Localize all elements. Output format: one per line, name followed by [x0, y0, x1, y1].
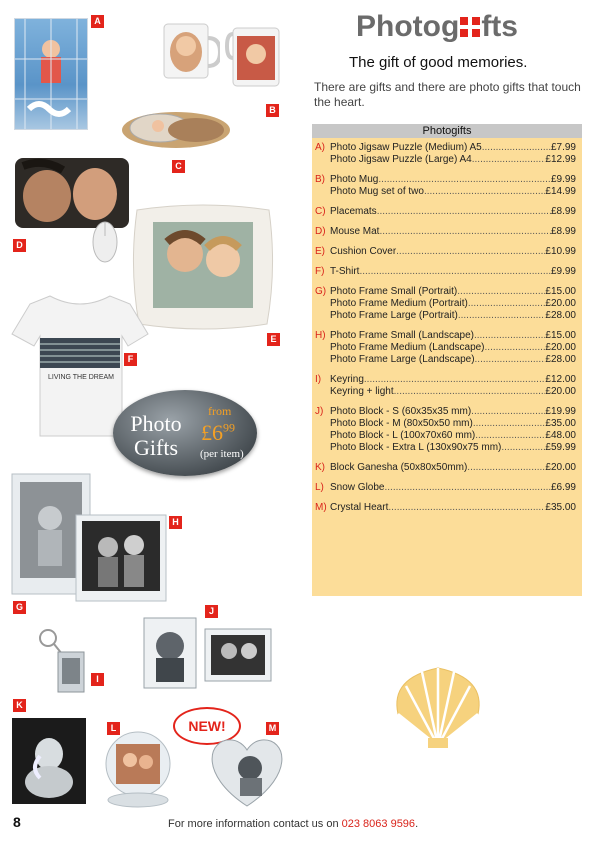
price-row-name: Placemats: [330, 206, 377, 217]
photo-block-wide: [203, 627, 273, 683]
cushion-cover-photo: [131, 202, 275, 332]
badge-title: [121, 412, 191, 460]
price-row-name: Photo Block - L (100x70x60 mm): [330, 430, 476, 441]
price-row-price: £35.00: [545, 502, 576, 513]
price-group: [312, 482, 582, 494]
price-row-name: Snow Globe: [330, 482, 385, 493]
mouse-photo: [90, 216, 120, 264]
price-row-price: £14.99: [545, 186, 576, 197]
price-row-name: Crystal Heart: [330, 502, 389, 513]
price-row-price: £28.00: [545, 354, 576, 365]
price-row-price: £8.99: [550, 206, 576, 217]
label-m: M: [266, 722, 279, 735]
photo-mug-second: [225, 26, 283, 88]
badge-price-pence: 99: [223, 420, 235, 435]
label-g: G: [13, 601, 26, 614]
price-row-leader: [485, 342, 546, 354]
label-i: I: [91, 673, 104, 686]
price-row-leader: [472, 154, 546, 166]
price-row-name: Keyring: [330, 374, 364, 385]
price-row-price: £12.00: [545, 374, 576, 385]
label-e: E: [267, 333, 280, 346]
price-row-name: Photo Block - Extra L (130x90x75 mm): [330, 442, 502, 453]
t-shirt-slogan: LIVING THE DREAM: [48, 374, 114, 381]
price-row-letter: L): [315, 482, 324, 493]
price-row: [312, 142, 582, 154]
price-row-letter: G): [315, 286, 327, 297]
price-row: [312, 374, 582, 386]
price-row-letter: F): [315, 266, 325, 277]
price-row-price: £9.99: [550, 174, 576, 185]
label-j: J: [205, 605, 218, 618]
price-row-leader: [474, 330, 545, 342]
price-row-leader: [379, 226, 551, 238]
price-group: [312, 226, 582, 238]
price-row-name: Photo Frame Medium (Landscape): [330, 342, 485, 353]
placemats-photo: [120, 108, 232, 150]
price-group: [312, 406, 582, 454]
price-row-name: Photo Block - S (60x35x35 mm): [330, 406, 472, 417]
shell-icon: [388, 664, 488, 750]
price-row-name: Cushion Cover: [330, 246, 397, 257]
price-row-name: Photo Mug: [330, 174, 379, 185]
label-l: L: [107, 722, 120, 735]
price-row-leader: [467, 462, 545, 474]
price-row-name: Photo Jigsaw Puzzle (Large) A4: [330, 154, 472, 165]
price-group: [312, 206, 582, 218]
price-row-name: Photo Frame Small (Portrait): [330, 286, 458, 297]
price-row-letter: D): [315, 226, 326, 237]
label-k: K: [13, 699, 26, 712]
price-row-price: £19.99: [545, 406, 576, 417]
price-row-leader: [378, 174, 551, 186]
price-row-letter: C): [315, 206, 326, 217]
price-row-price: £15.00: [545, 330, 576, 341]
price-group: [312, 286, 582, 322]
label-h: H: [169, 516, 182, 529]
price-row-price: £20.00: [545, 298, 576, 309]
price-group: [312, 502, 582, 514]
snow-globe-photo: [100, 730, 176, 808]
price-row-leader: [475, 430, 545, 442]
price-row-letter: B): [315, 174, 325, 185]
photo-frame-landscape: [74, 513, 168, 603]
price-row-leader: [388, 502, 545, 514]
price-row-price: £8.99: [550, 226, 576, 237]
brand-text-end: fts: [481, 10, 518, 43]
price-row-name: Photo Frame Medium (Portrait): [330, 298, 468, 309]
price-row-leader: [396, 246, 545, 258]
price-table-heading: Photogifts: [312, 124, 582, 138]
price-row-price: £6.99: [550, 482, 576, 493]
price-row-leader: [458, 310, 546, 322]
price-row-leader: [364, 374, 546, 386]
label-d: D: [13, 239, 26, 252]
crystal-heart-photo: [204, 734, 290, 810]
price-group: [312, 246, 582, 258]
price-row: [312, 502, 582, 514]
price-row: [312, 418, 582, 430]
price-row: [312, 342, 582, 354]
price-row-price: £35.00: [545, 418, 576, 429]
price-groups: [312, 142, 582, 514]
price-row-name: Photo Jigsaw Puzzle (Medium) A5: [330, 142, 482, 153]
price-row: [312, 442, 582, 454]
badge-title-line1: Photo: [130, 411, 182, 436]
price-row-price: £15.00: [545, 286, 576, 297]
price-row-leader: [468, 298, 546, 310]
price-row-price: £20.00: [545, 462, 576, 473]
price-row-price: £9.99: [550, 266, 576, 277]
price-row: [312, 206, 582, 218]
price-row-price: £59.99: [545, 442, 576, 453]
price-row-leader: [501, 442, 545, 454]
badge-price: [201, 420, 235, 446]
price-row-price: £20.00: [545, 342, 576, 353]
label-f: F: [124, 353, 137, 366]
intro-text: There are gifts and there are photo gifts that touch the heart.: [314, 80, 581, 109]
price-row: [312, 154, 582, 166]
price-row-price: £7.99: [550, 142, 576, 153]
price-row-name: Photo Block - M (80x50x50 mm): [330, 418, 473, 429]
badge-from: from: [208, 404, 232, 418]
price-row-name: T-Shirt: [330, 266, 360, 277]
photo-mug: [160, 22, 220, 80]
label-c: C: [172, 160, 185, 173]
price-row-price: £20.00: [545, 386, 576, 397]
block-ganesha-photo: [10, 716, 88, 806]
footer-phone: 023 8063 9596: [341, 818, 416, 830]
price-row-name: Photo Frame Large (Landscape): [330, 354, 475, 365]
price-group: [312, 330, 582, 366]
price-row: [312, 330, 582, 342]
new-badge: NEW!: [173, 707, 241, 745]
price-row-letter: I): [315, 374, 322, 385]
price-row-letter: M): [315, 502, 327, 513]
gift-icon: [460, 17, 480, 37]
price-row: [312, 406, 582, 418]
photo-gifts-price-badge: [113, 390, 257, 476]
price-row: [312, 266, 582, 278]
price-row: [312, 430, 582, 442]
price-group: [312, 374, 582, 398]
price-row-leader: [394, 386, 546, 398]
price-row-name: Block Ganesha (50x80x50mm): [330, 462, 468, 473]
price-row-name: Photo Mug set of two: [330, 186, 424, 197]
price-group: [312, 266, 582, 278]
price-group: [312, 142, 582, 166]
price-row-leader: [473, 418, 546, 430]
price-row-leader: [482, 142, 551, 154]
price-row: [312, 226, 582, 238]
price-row: [312, 310, 582, 322]
price-row-letter: K): [315, 462, 325, 473]
jigsaw-puzzle-photo: [14, 18, 88, 130]
price-row-leader: [384, 482, 550, 494]
price-row: [312, 186, 582, 198]
price-row-leader: [359, 266, 551, 278]
page-number: 8: [13, 814, 21, 830]
footer-contact: [168, 818, 418, 830]
price-row-leader: [471, 406, 545, 418]
label-b: B: [266, 104, 279, 117]
price-row-price: £28.00: [545, 310, 576, 321]
price-table: [312, 124, 582, 596]
footer-text: For more information contact us on: [168, 818, 342, 830]
keyring-photo: [34, 626, 90, 696]
price-group: [312, 462, 582, 474]
label-a: A: [91, 15, 104, 28]
price-row: [312, 386, 582, 398]
price-row: [312, 482, 582, 494]
price-row-leader: [377, 206, 551, 218]
brand-text-start: Photog: [356, 10, 460, 43]
footer-end: .: [415, 818, 419, 830]
subtitle: The gift of good memories.: [349, 54, 528, 71]
badge-price-pounds: £6: [201, 420, 223, 445]
price-row-leader: [424, 186, 545, 198]
price-row-name: Keyring + light: [330, 386, 394, 397]
price-row-letter: H): [315, 330, 326, 341]
price-row-name: Mouse Mat: [330, 226, 380, 237]
price-row: [312, 246, 582, 258]
price-row: [312, 354, 582, 366]
price-row-price: £10.99: [545, 246, 576, 257]
badge-per-item: (per item): [200, 448, 244, 460]
price-row-letter: E): [315, 246, 325, 257]
price-row: [312, 298, 582, 310]
price-row-name: Photo Frame Small (Landscape): [330, 330, 474, 341]
badge-title-line2: Gifts: [134, 435, 178, 460]
price-row: [312, 174, 582, 186]
brand-logo: [356, 10, 518, 44]
price-row-price: £12.99: [545, 154, 576, 165]
price-row-letter: A): [315, 142, 325, 153]
price-row-leader: [475, 354, 546, 366]
price-row-leader: [457, 286, 545, 298]
price-row: [312, 462, 582, 474]
price-row-name: Photo Frame Large (Portrait): [330, 310, 458, 321]
price-row: [312, 286, 582, 298]
price-row-price: £48.00: [545, 430, 576, 441]
photo-block-tall: [142, 616, 198, 690]
price-row-letter: J): [315, 406, 324, 417]
price-group: [312, 174, 582, 198]
